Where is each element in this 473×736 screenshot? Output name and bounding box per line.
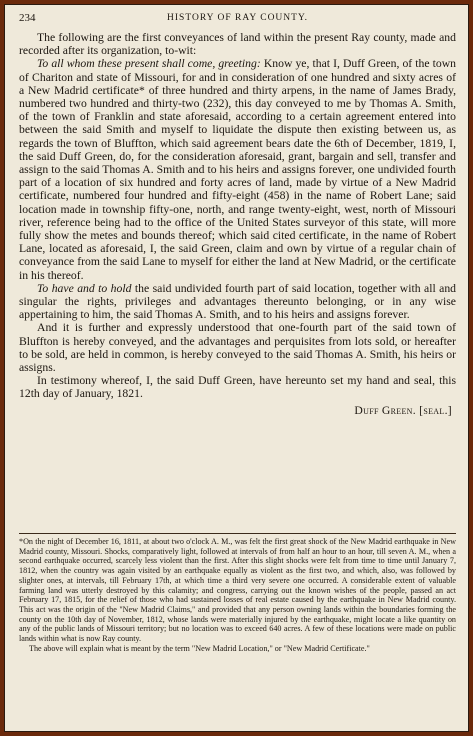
footnote-paragraph-2: The above will explain what is meant by the term "New Madrid Location," or "New Madrid Certificate." — [29, 643, 370, 653]
page — [4, 4, 469, 732]
running-title: HISTORY OF RAY COUNTY. — [167, 13, 308, 23]
deed-body-2: the said undivided fourth part of said location, together with all and singular the rights, privileges and advantages thereunto belonging, or in any wise appertaining to him, the said Thomas A. Smith, and to his heirs and assigns forever. — [19, 281, 457, 322]
page-number: 234 — [19, 12, 36, 24]
deed-paragraph-2 — [19, 282, 456, 322]
deed-paragraph-1 — [19, 57, 456, 281]
intro-paragraph: The following are the first conveyances of land within the present Ray county, made and recorded after its organization, to-wit: — [19, 31, 456, 58]
page-header — [19, 12, 456, 28]
habendum-phrase: To have and to hold — [37, 281, 132, 295]
main-text — [19, 31, 456, 417]
deed-body-1: Know ye, that I, Duff Green, of the town of Chariton and state of Missouri, for and in consideration of one hundred and sixty acres of a New Madrid certificate* of three hundred and thirty arpens, in the name of James Brady, numbered two hundred and thirty-two (232), this day conveyed to me by Thomas A. Smith, of the town of Franklin and state aforesaid, according to a certain agreement entered into between the said Smith and myself to liquidate the dispute then existing between us, as regards the town of Bluffton, which said agreement bears date the 6th of December, 1819, I, the said Duff Green, do, for the consideration aforesaid, grant, bargain and sell, transfer and assign to the said Thomas A. Smith and to his heirs and assigns forever, one undivided fourth part of a location of six hundred and forty acres of land, made by virtue of a New Madrid certificate, numbered four hundred and fifty-eight (458) in the name of Robert Lane; said location made in township fifty-one, north, and range twenty-eight, west, north of Missouri river, reference being had to the office of the United States surveyor of this state, will more fully show the metes and bounds thereof; which said cited certificate, in the name of Robert Lane, located as aforesaid, I, the said Green, claim and own by virtue of a regular chain of conveyance from the said Lane to myself for either the land at New Madrid, or the certificate in his thereof. — [19, 57, 456, 282]
deed-opening: To all whom these present shall come, greeting: — [37, 57, 261, 71]
footnote-paragraph-1: *On the night of December 16, 1811, at about two o'clock A. M., was felt the first great shock of the New Madrid earthquake in New Madrid county, Missouri. Shocks, comparatively light, followed at intervals of from half an hour to an hour, till seven A. M., when a second earthquake occurred, scarcely less violent than the first. After this slight shocks were felt from time to time until January 7, 1812, when the country was again visited by an earthquake equally as violent as the first two, and which, also, was followed by slighter ones, at intervals, till February 17th, at which time a third very severe one occurred. A considerable extent of valuable farming land was utterly destroyed by this calamity; and congress, carrying out the known wishes of the people, passed an act February 17, 1815, for the relief of those who had sustained losses of real estate caused by the earthquake in New Madrid county. This act was the origin of the "New Madrid Claims," and provided that any person owning lands within the boundaries forming the county on the 10th day of November, 1812, whose lands were materially injured by the earthquake, might locate a like quantity on any of the public lands of Missouri territory; but no location was to exceed 640 acres. A few of these locations were made on public lands within what is now Ray county. — [19, 537, 456, 644]
signature: Duff Green. [seal.] — [354, 403, 452, 417]
deed-paragraph-3: And it is further and expressly understood that one-fourth part of the said town of Bluffton is hereby conveyed, and the advantages and perquisites from lots sold, or hereafter to be sold, are held in common, is hereby conveyed to the said Thomas A. Smith, his heirs or assigns. — [19, 321, 456, 375]
deed-paragraph-4: In testimony whereof, I, the said Duff Green, have hereunto set my hand and seal, this 12th day of January, 1821. — [19, 374, 456, 401]
footnote — [19, 537, 456, 653]
footnote-divider — [19, 533, 456, 534]
